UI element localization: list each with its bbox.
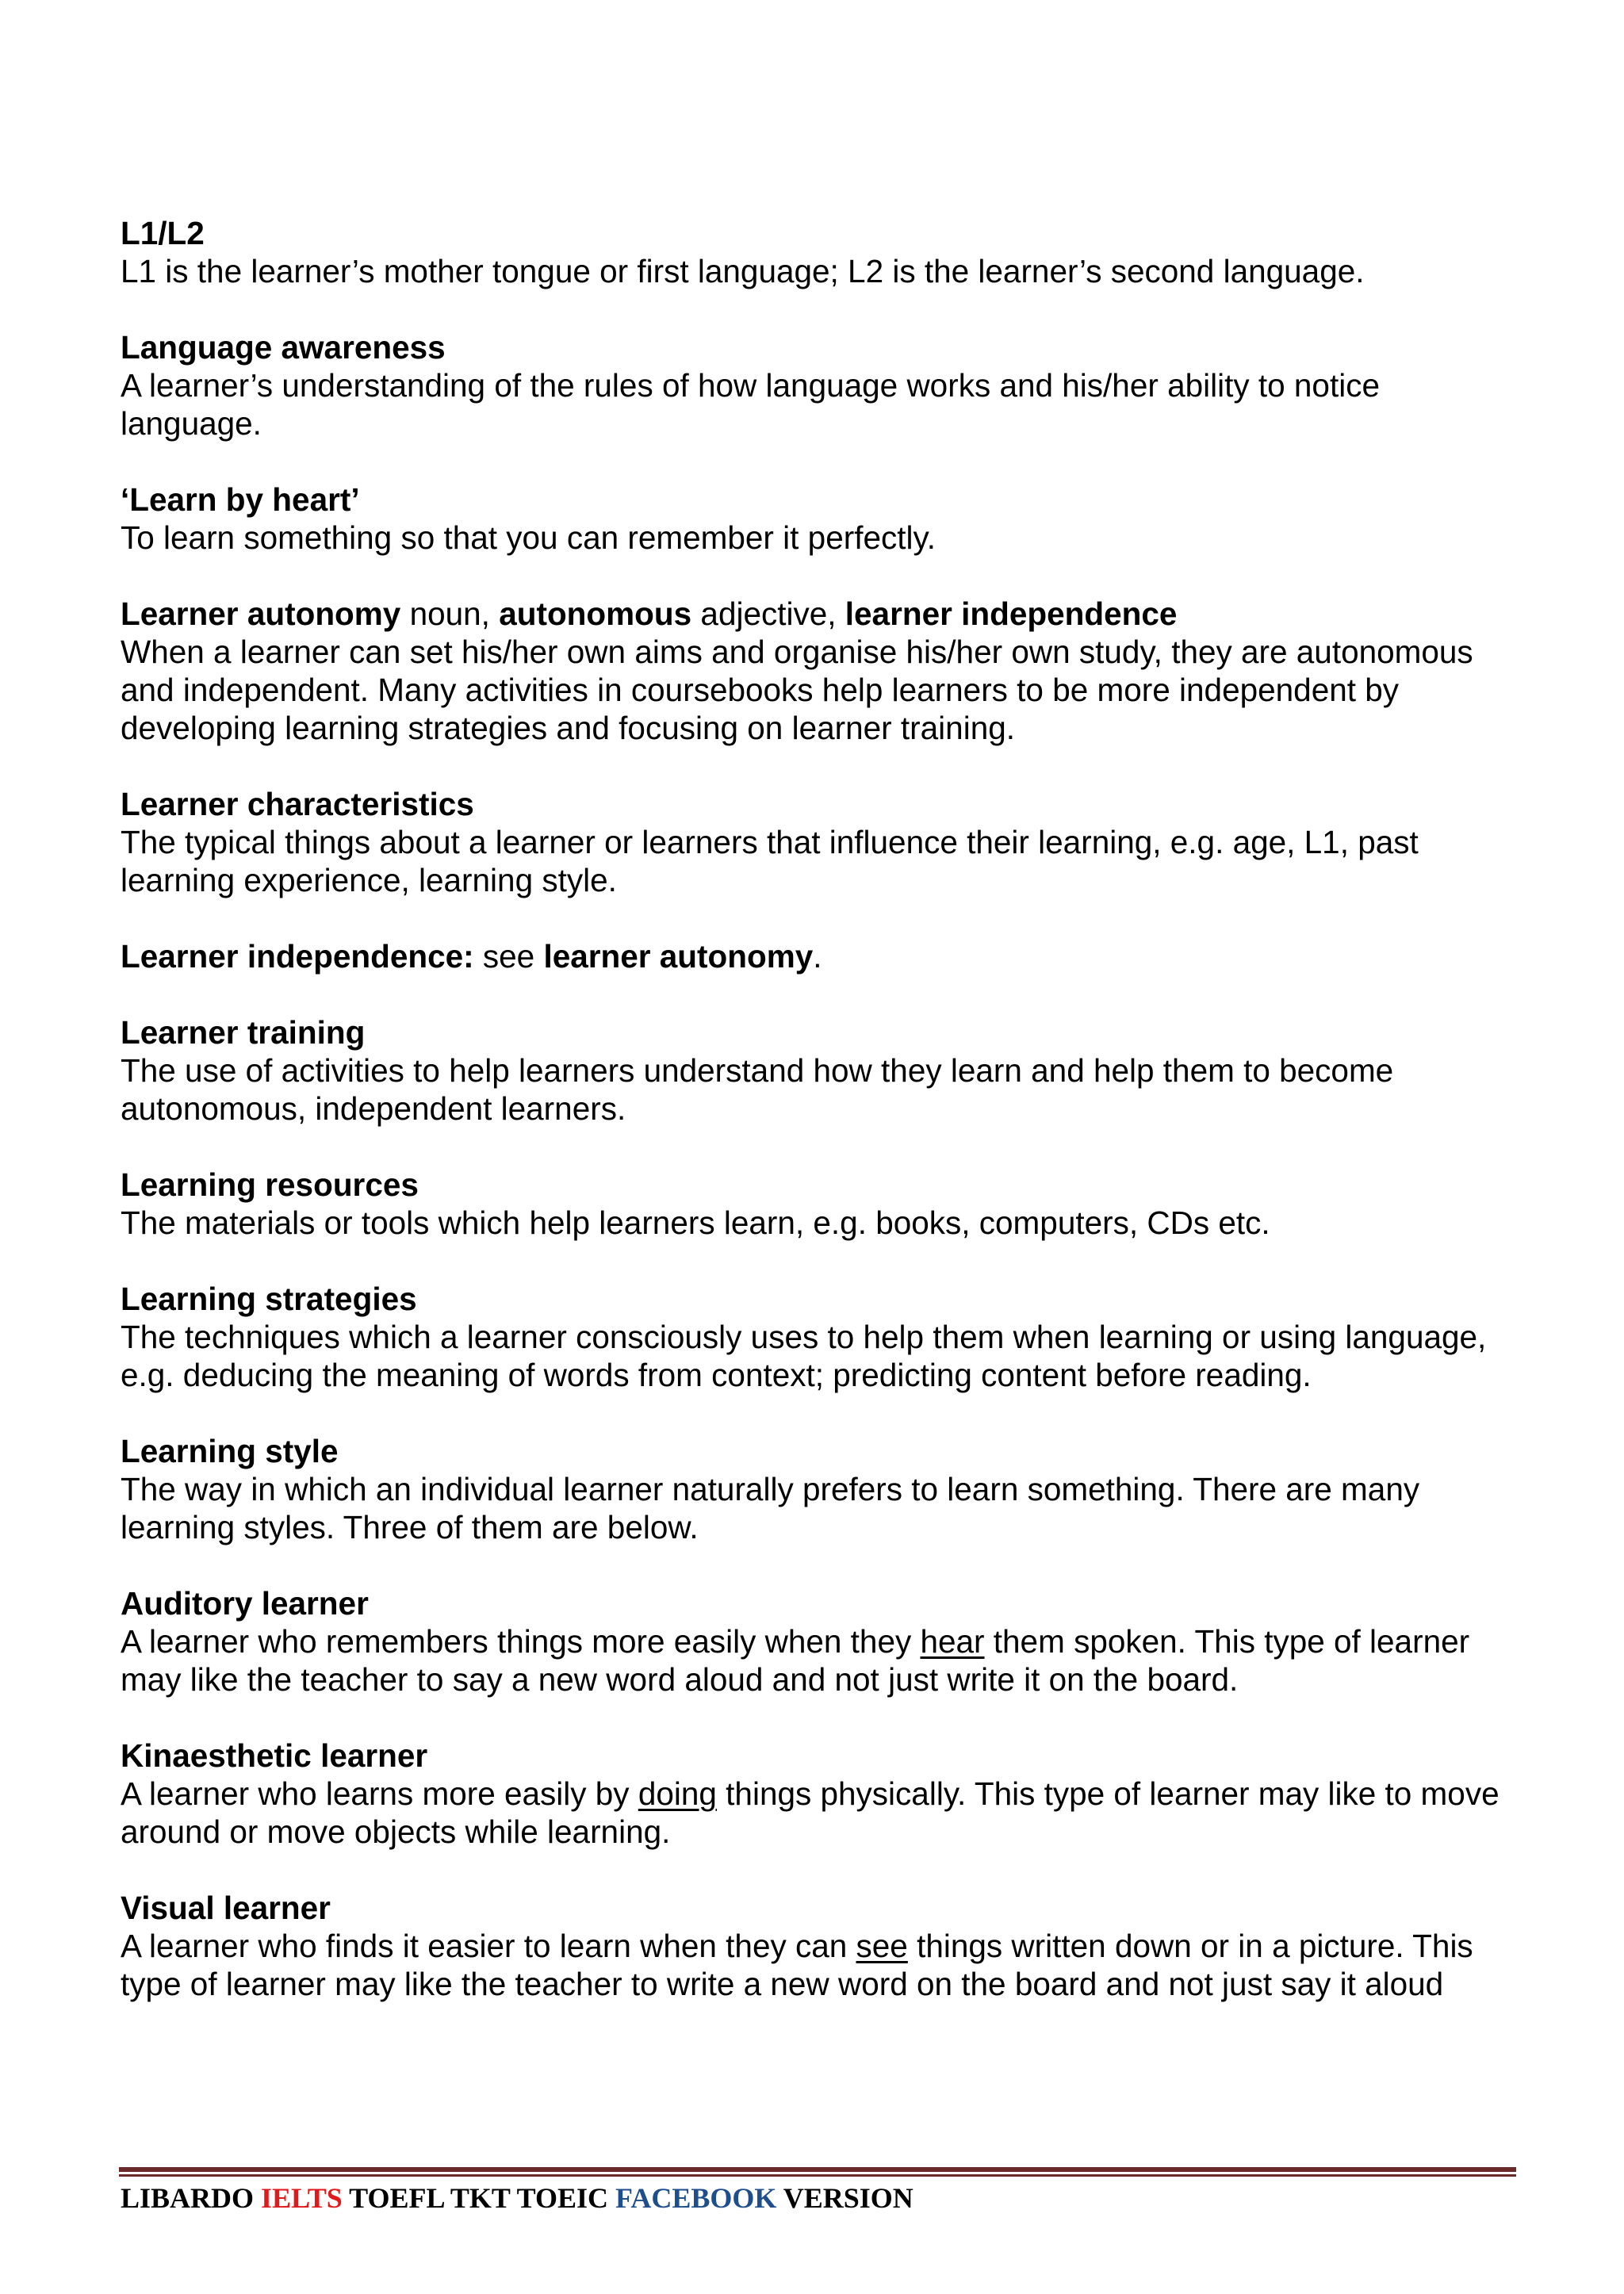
definition-part: A learner who learns more easily by	[121, 1775, 638, 1812]
entry-term: Kinaesthetic learner	[121, 1737, 428, 1774]
entry-definition	[121, 1927, 1516, 2003]
entry-term-variant: autonomous	[499, 596, 692, 632]
glossary-entry-learner-independence	[121, 937, 1516, 975]
entry-term: ‘Learn by heart’	[121, 481, 360, 518]
footer-author: LIBARDO	[121, 2182, 262, 2214]
entry-term: Learner independence:	[121, 938, 474, 975]
glossary-entry-auditory-learner	[121, 1584, 1516, 1698]
underlined-word: doing	[638, 1775, 717, 1812]
entry-term: L1/L2	[121, 215, 205, 251]
underlined-word: hear	[920, 1623, 985, 1660]
entry-term: Learner training	[121, 1014, 366, 1051]
see-text: see	[473, 938, 544, 975]
glossary-entry-language-awareness	[121, 328, 1516, 442]
entry-term: Learning style	[121, 1433, 339, 1469]
glossary-entry-learner-autonomy	[121, 595, 1516, 747]
entry-term-synonym: learner independence	[845, 596, 1178, 632]
definition-part: things written down or in a picture. This type of learner may like the teacher to write a new word on the board and not just say it aloud	[121, 1928, 1473, 2002]
glossary-entry-l1-l2	[121, 214, 1516, 290]
entry-definition: The materials or tools which help learners learn, e.g. books, computers, CDs etc.	[121, 1204, 1270, 1241]
entry-term: Language awareness	[121, 329, 446, 366]
entry-definition	[121, 1622, 1516, 1698]
footer-facebook: FACEBOOK	[615, 2182, 777, 2214]
definition-part: A learner who finds it easier to learn when they can	[121, 1928, 856, 1964]
footer-rule-thin	[119, 2174, 1516, 2177]
glossary-entry-kinaesthetic-learner	[121, 1737, 1516, 1851]
part-of-speech: adjective,	[691, 596, 845, 632]
entry-definition: When a learner can set his/her own aims and organise his/her own study, they are autonomous and independent. Many activities in coursebooks help learners to be more independent by developing learning strategies and focusing on learner training.	[121, 634, 1473, 746]
footer-ielts: IELTS	[261, 2182, 343, 2214]
entry-term: Learner characteristics	[121, 786, 474, 822]
footer-version: VERSION	[776, 2182, 914, 2214]
glossary-entry-learning-strategies	[121, 1280, 1516, 1394]
entry-definition	[121, 1775, 1516, 1851]
glossary-entry-learning-style	[121, 1432, 1516, 1546]
entry-definition: The typical things about a learner or learners that influence their learning, e.g. age, L1, past learning experience, learning style.	[121, 824, 1419, 898]
entry-definition: The techniques which a learner consciously uses to help them when learning or using language, e.g. deducing the meaning of words from context; predicting content before reading.	[121, 1319, 1487, 1393]
glossary-entry-learner-characteristics	[121, 785, 1516, 899]
glossary-entry-learning-resources	[121, 1166, 1516, 1242]
entry-heading	[121, 937, 1516, 975]
definition-part: A learner who remembers things more easily when they	[121, 1623, 921, 1660]
entry-term: Learner autonomy	[121, 596, 401, 632]
entry-term: Visual learner	[121, 1890, 331, 1926]
glossary-content	[121, 214, 1516, 2041]
entry-definition: The use of activities to help learners understand how they learn and help them to become autonomous, independent learners.	[121, 1052, 1394, 1127]
entry-definition: A learner’s understanding of the rules of how language works and his/her ability to notice language.	[121, 367, 1380, 442]
entry-term: Auditory learner	[121, 1585, 369, 1622]
page-footer	[121, 2181, 914, 2215]
entry-heading	[121, 595, 1516, 633]
definition-part: them spoken. This type of learner may like the teacher to say a new word aloud and not just write it on the board.	[121, 1623, 1470, 1698]
glossary-entry-learner-training	[121, 1013, 1516, 1128]
definition-part: things physically. This type of learner may like to move around or move objects while learning.	[121, 1775, 1500, 1850]
glossary-entry-visual-learner	[121, 1889, 1516, 2003]
part-of-speech: noun,	[400, 596, 500, 632]
footer-rule-thick	[119, 2167, 1516, 2172]
glossary-entry-learn-by-heart	[121, 481, 1516, 557]
entry-term: Learning strategies	[121, 1281, 417, 1317]
entry-definition: L1 is the learner’s mother tongue or first language; L2 is the learner’s second language.	[121, 253, 1365, 289]
footer-exams: TOEFL TKT TOEIC	[342, 2182, 615, 2214]
entry-definition: To learn something so that you can remember it perfectly.	[121, 519, 936, 556]
entry-definition: The way in which an individual learner naturally prefers to learn something. There are many learning styles. Three of them are below.	[121, 1471, 1420, 1545]
cross-reference: learner autonomy	[543, 938, 814, 975]
underlined-word: see	[856, 1928, 908, 1964]
punctuation: .	[813, 938, 822, 975]
entry-term: Learning resources	[121, 1166, 419, 1203]
